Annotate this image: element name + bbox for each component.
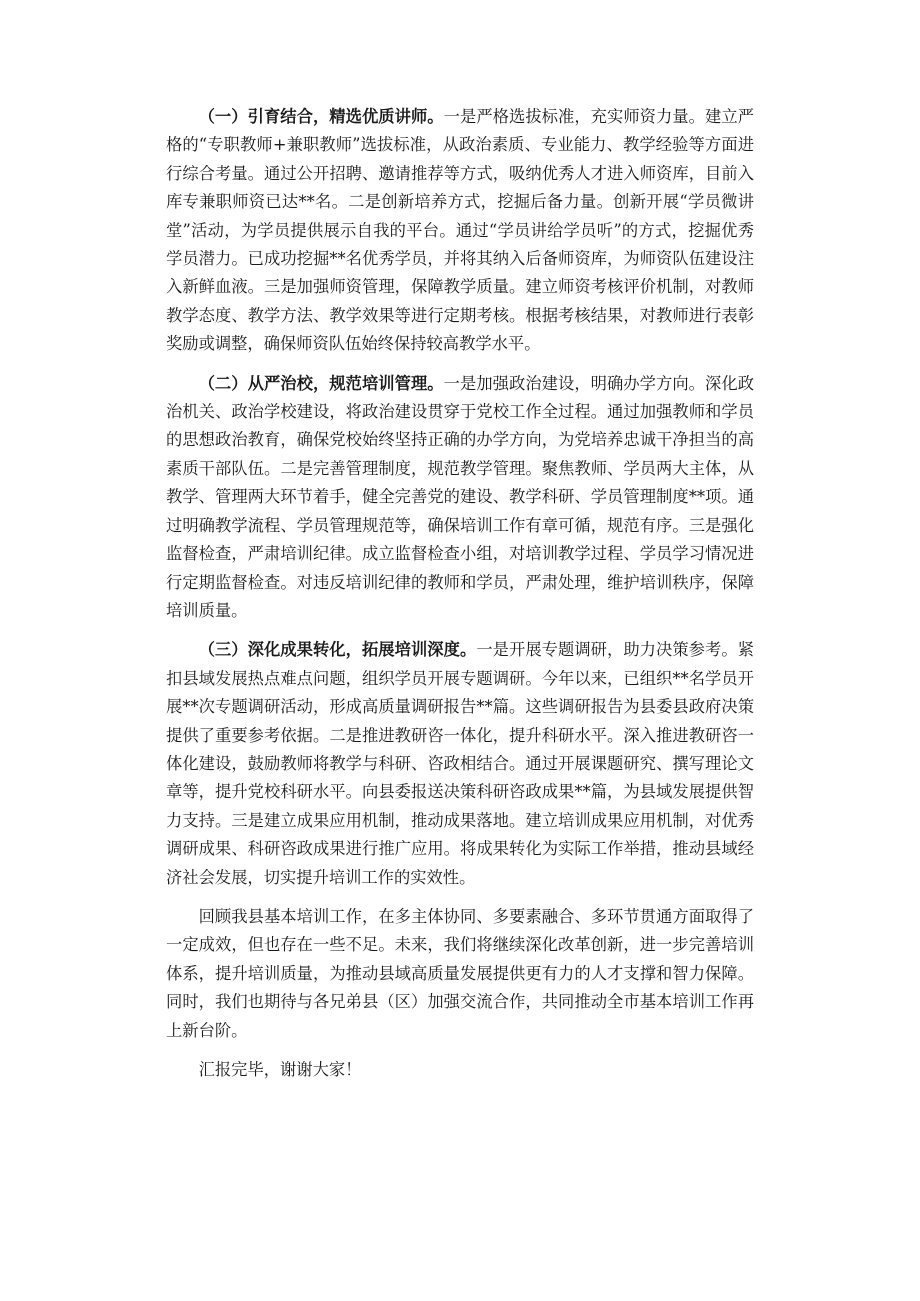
section-3-body: 一是开展专题调研，助力决策参考。紧扣县域发展热点难点问题，组织学员开展专题调研。今年以来，已组织**名学员开展**次专题调研活动，形成高质量调研报告**篇。这些调研报告为县委县政府决策提供了重要参考依据。二是推进教研咨一体化，提升科研水平。深入推进教研咨一体化建设，鼓励教师将教学与科研、咨政相结合。通过开展课题研究、撰写理论文章等，提升党校科研水平。向县委报送决策科研咨政成果**篇，为县域发展提供智力支持。三是建立成果应用机制，推动成果落地。建立培训成果应用机制，对优秀调研成果、科研咨政成果进行推广应用。将成果转化为实际工作举措，推动县域经济社会发展，切实提升培训工作的实效性。 (166, 640, 754, 887)
closing-remark: 汇报完毕，谢谢大家！ (198, 1060, 362, 1079)
section-1 (166, 103, 754, 359)
section-1-heading: （一）引育结合，精选优质讲师。 (198, 107, 444, 126)
section-2-body: 一是加强政治建设，明确办学方向。深化政治机关、政治学校建设，将政治建设贯穿于党校工作全过程。通过加强教师和学员的思想政治教育，确保党校始终坚持正确的办学方向，为党培养忠诚干净担当的高素质干部队伍。二是完善管理制度，规范教学管理。聚焦教师、学员两大主体，从教学、管理两大环节着手，健全完善党的建设、教学科研、学员管理制度**项。通过明确教学流程、学员管理规范等，确保培训工作有章可循，规范有序。三是强化监督检查，严肃培训纪律。成立监督检查小组，对培训教学过程、学员学习情况进行定期监督检查。对违反培训纪律的教师和学员，严肃处理，维护培训秩序，保障培训质量。 (166, 373, 754, 620)
section-2-heading: （二）从严治校，规范培训管理。 (198, 373, 444, 393)
section-2 (166, 370, 754, 626)
section-1-body: 一是严格选拔标准，充实师资力量。建立严格的“专职教师+兼职教师”选拔标准，从政治素质、专业能力、教学经验等方面进行综合考量。通过公开招聘、邀请推荐等方式，吸纳优秀人才进入师资库，目前入库专兼职师资已达**名。二是创新培养方式，挖掘后备力量。创新开展“学员微讲堂”活动，为学员提供展示自我的平台。通过“学员讲给学员听”的方式，挖掘优秀学员潜力。已成功挖掘**名优秀学员，并将其纳入后备师资库，为师资队伍建设注入新鲜血液。三是加强师资管理，保障教学质量。建立师资考核评价机制，对教师教学态度、教学方法、教学效果等进行定期考核。根据考核结果，对教师进行表彰奖励或调整，确保师资队伍始终保持较高教学水平。 (166, 107, 754, 354)
section-3-heading: （三）深化成果转化，拓展培训深度。 (198, 640, 477, 660)
section-3 (166, 636, 754, 892)
document-page (166, 103, 754, 1095)
summary-paragraph: 回顾我县基本培训工作，在多主体协同、多要素融合、多环节贯通方面取得了一定成效，但也存在一些不足。未来，我们将继续深化改革创新，进一步完善培训体系，提升培训质量，为推动县域高质量发展提供更有力的人才支撑和智力保障。同时，我们也期待与各兄弟县（区）加强交流合作，共同推动全市基本培训工作再上新台阶。 (166, 906, 754, 1040)
